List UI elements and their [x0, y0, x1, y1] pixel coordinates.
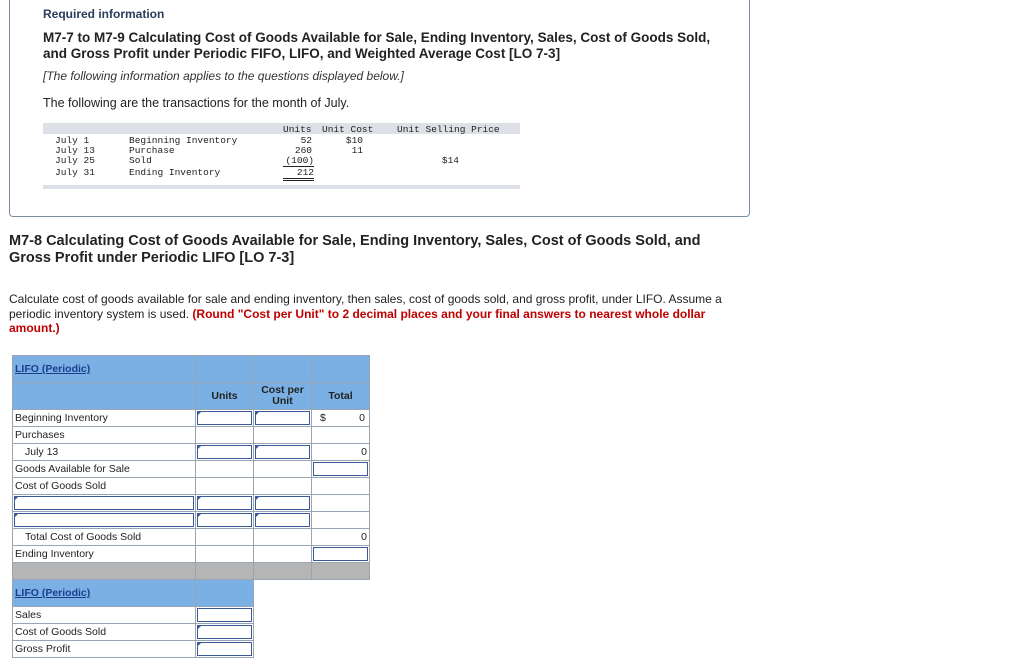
july13-label: July 13 [13, 444, 196, 461]
cogs2-input[interactable] [196, 624, 254, 641]
cogs-layer1-units-input[interactable] [196, 495, 254, 512]
total-cogs: 0 [312, 529, 370, 546]
header-units: Units [283, 124, 312, 135]
lifo-worksheet [12, 355, 370, 658]
july13-total [312, 444, 370, 461]
purchases-label: Purchases [13, 427, 196, 444]
row-price: $14 [441, 155, 459, 166]
header-selling-price: Unit Selling Price [397, 124, 500, 135]
header-unit-cost: Unit Cost [322, 124, 374, 135]
info-intro: The following are the transactions for the month of July. [43, 96, 350, 110]
row-units: 52 [300, 135, 312, 146]
row-desc: Sold [129, 155, 152, 166]
question-body: Calculate cost of goods available for sale and ending inventory, then sales, cost of goods sold, and gross profit, under LIFO. Assume a periodic inventory system is used. [9, 292, 722, 321]
gross-profit-input[interactable] [196, 641, 254, 658]
col-total-header: Total [312, 383, 370, 410]
info-title: M7-7 to M7-9 Calculating Cost of Goods Available for Sale, Ending Inventory, Sales, Cost of Goods Sold, and Gross Profit under Periodic FIFO, LIFO, and Weighted Average Cost [LO 7-3] [43, 30, 711, 61]
july13-total-value: 0 [361, 446, 367, 458]
goods-available-total-input[interactable] [312, 461, 370, 478]
ending-inventory-input[interactable] [312, 546, 370, 563]
july13-units-input[interactable] [196, 444, 254, 461]
gross-profit-label: Gross Profit [13, 641, 196, 658]
beginning-inventory-label: Beginning Inventory [13, 410, 196, 427]
question-title: M7-8 Calculating Cost of Goods Available for Sale, Ending Inventory, Sales, Cost of Goods Sold, and Gross Profit under Periodic LIFO [LO 7-3] [9, 233, 701, 266]
beginning-units-input[interactable] [196, 410, 254, 427]
total-cogs-label: Total Cost of Goods Sold [13, 529, 196, 546]
cogs2-label: Cost of Goods Sold [13, 624, 196, 641]
row-units: 212 [283, 167, 314, 181]
beginning-total: 0 [359, 412, 365, 424]
july13-cost-input[interactable] [254, 444, 312, 461]
ending-inventory-label: Ending Inventory [13, 546, 196, 563]
row-units: (100) [283, 155, 314, 167]
info-note: [The following information applies to the questions displayed below.] [43, 69, 404, 83]
worksheet-header-cell [13, 356, 196, 383]
cogs-layer2-cost-input[interactable] [254, 512, 312, 529]
row-date: July 25 [55, 155, 95, 166]
dollar-sign: $ [320, 412, 326, 424]
sales-input[interactable] [196, 607, 254, 624]
beginning-cost-input[interactable] [254, 410, 312, 427]
col-cost-header: Cost per Unit [254, 383, 312, 410]
question-text [9, 292, 754, 336]
row-desc: Ending Inventory [129, 167, 221, 178]
transactions-footer-bar [43, 185, 520, 189]
required-info-label: Required information [43, 7, 165, 21]
section2-header-cell [13, 580, 196, 607]
row-date: July 31 [55, 167, 95, 178]
row-desc: Beginning Inventory [129, 135, 238, 146]
row-date: July 13 [55, 145, 95, 156]
row-desc: Purchase [129, 145, 175, 156]
transactions-table [43, 123, 520, 189]
beginning-total-cell [312, 410, 370, 427]
cogs-layer2-units-input[interactable] [196, 512, 254, 529]
lifo-periodic-link-2[interactable]: LIFO (Periodic) [15, 587, 91, 599]
question-instruction: (Round "Cost per Unit" to 2 decimal places and your final answers to nearest whole dollar amount.) [9, 306, 706, 335]
lifo-periodic-link[interactable]: LIFO (Periodic) [15, 363, 91, 375]
goods-available-label: Goods Available for Sale [13, 461, 196, 478]
cogs-layer1-select[interactable] [13, 495, 196, 512]
cogs-layer2-select[interactable] [13, 512, 196, 529]
row-date: July 1 [55, 135, 90, 146]
row-units: 260 [294, 145, 312, 156]
cogs-label: Cost of Goods Sold [13, 478, 196, 495]
col-units-header: Units [196, 383, 254, 410]
cogs-layer1-cost-input[interactable] [254, 495, 312, 512]
row-cost: 11 [351, 145, 363, 156]
sales-label: Sales [13, 607, 196, 624]
row-cost: $10 [345, 135, 363, 146]
